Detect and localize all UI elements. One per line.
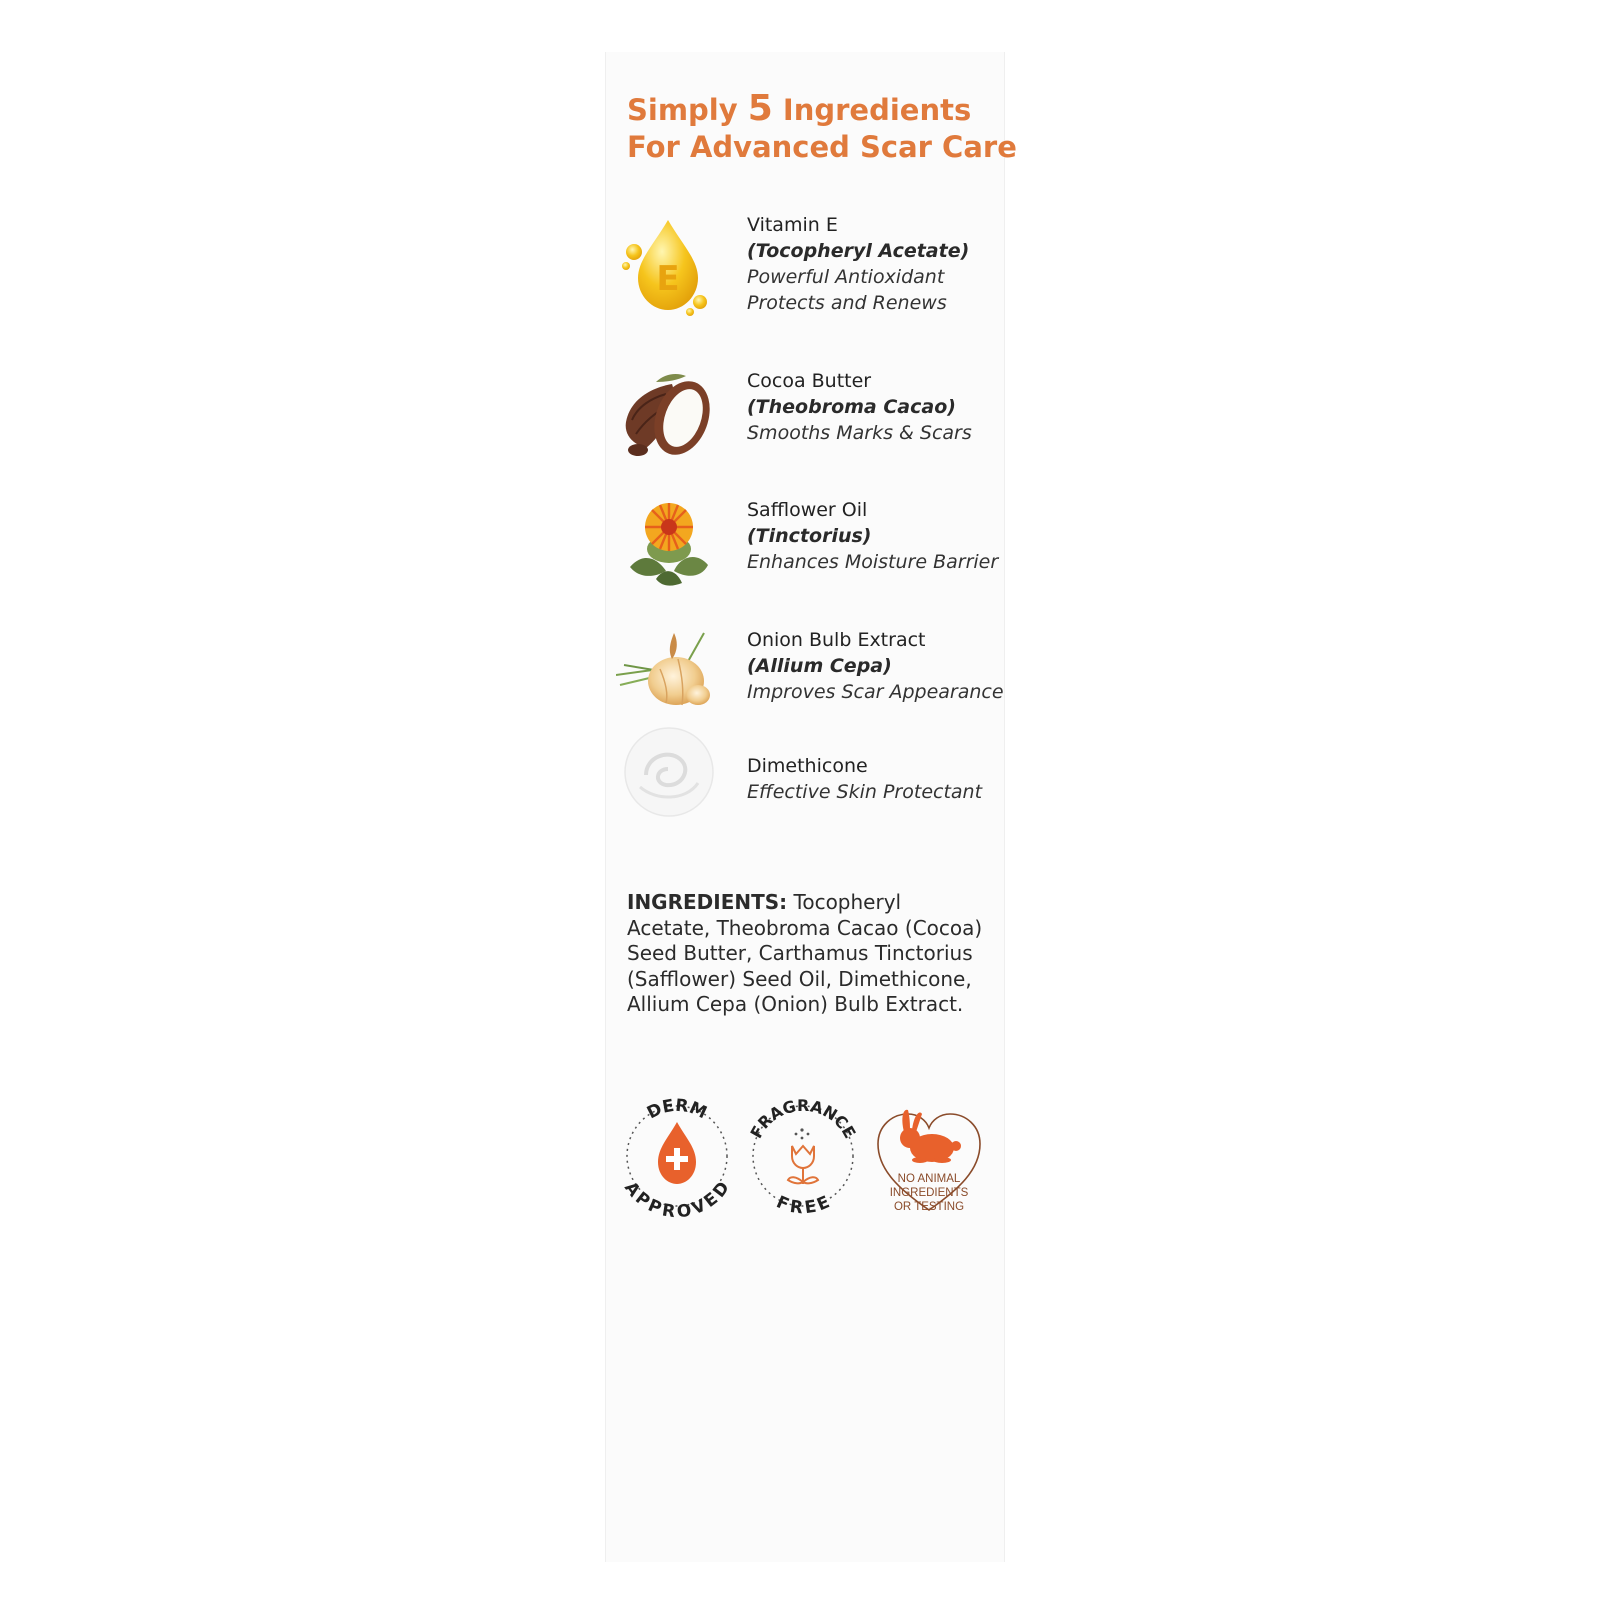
fragrance-free-badge <box>744 1090 862 1220</box>
ingredient-description: Improves Scar Appearance <box>747 681 1004 703</box>
headline-line-1 <box>627 90 1005 129</box>
derm-top-text: DERM <box>643 1095 710 1124</box>
headline-pre: Simply <box>627 93 748 127</box>
ingredient-text <box>747 627 1002 705</box>
product-panel <box>605 52 1017 1562</box>
svg-text:FRAGRANCE <box>746 1096 859 1141</box>
vitamin-e-drop-icon <box>616 212 722 318</box>
ingredients-label: INGREDIENTS: <box>627 890 788 914</box>
ingredient-text <box>747 368 1002 446</box>
ingredient-name: Dimethicone <box>747 755 868 777</box>
ingredients-text: Tocopheryl Acetate, Theobroma Cacao (Cocoa) Seed Butter, Carthamus Tinctorius (Safflower) Seed Oil, Dimethicone, Allium Cepa (Onion) Bulb Extract. <box>627 890 983 1016</box>
ingredient-description: Enhances Moisture Barrier <box>747 551 999 573</box>
ingredients-statement <box>627 890 987 1018</box>
dimethicone-swirl-icon <box>616 717 722 823</box>
ingredient-scientific: (Allium Cepa) <box>747 655 892 677</box>
fragrance-bottom-text: FREE <box>773 1192 833 1219</box>
ingredient-scientific: (Tinctorius) <box>747 525 872 547</box>
ingredient-description: Smooths Marks & Scars <box>747 422 972 444</box>
ingredient-text <box>747 212 1002 316</box>
ingredient-name: Vitamin E <box>747 214 838 236</box>
svg-text:APPROVED <box>620 1178 734 1220</box>
ingredient-scientific: (Theobroma Cacao) <box>747 396 956 418</box>
ingredient-description: Protects and Renews <box>747 292 947 314</box>
derm-approved-badge <box>618 1090 736 1220</box>
safflower-icon <box>616 489 722 595</box>
svg-text:DERM <box>644 1096 710 1124</box>
cruelty-free-text <box>870 1172 988 1214</box>
ingredient-description: Effective Skin Protectant <box>747 781 983 803</box>
ingredient-description: Powerful Antioxidant <box>747 266 945 288</box>
derm-bottom-text: APPROVED <box>620 1178 734 1220</box>
onion-bulb-icon <box>616 613 722 719</box>
headline-number: 5 <box>747 88 773 129</box>
svg-text:FREE <box>773 1192 832 1218</box>
ingredient-text <box>747 497 1002 575</box>
ingredient-name: Cocoa Butter <box>747 370 872 392</box>
cruelty-free-badge <box>870 1090 988 1220</box>
ingredient-name: Safflower Oil <box>747 499 868 521</box>
cruelty-line-1: NO ANIMAL <box>897 1173 961 1185</box>
cruelty-line-2: INGREDIENTS <box>889 1187 969 1199</box>
cruelty-line-3: OR TESTING <box>893 1201 965 1213</box>
svg-text:E: E <box>656 259 680 299</box>
derm-drop-plus-icon <box>658 1122 696 1184</box>
ingredient-text <box>747 753 1002 805</box>
cocoa-pod-icon <box>616 360 722 466</box>
headline-line-2: For Advanced Scar Care <box>627 130 1017 164</box>
fragrance-top-text: FRAGRANCE <box>746 1095 860 1142</box>
headline-post: Ingredients <box>772 93 972 127</box>
headline <box>627 88 1017 166</box>
ingredient-name: Onion Bulb Extract <box>747 629 926 651</box>
ingredient-scientific: (Tocopheryl Acetate) <box>747 240 970 262</box>
tulip-icon <box>788 1146 818 1184</box>
